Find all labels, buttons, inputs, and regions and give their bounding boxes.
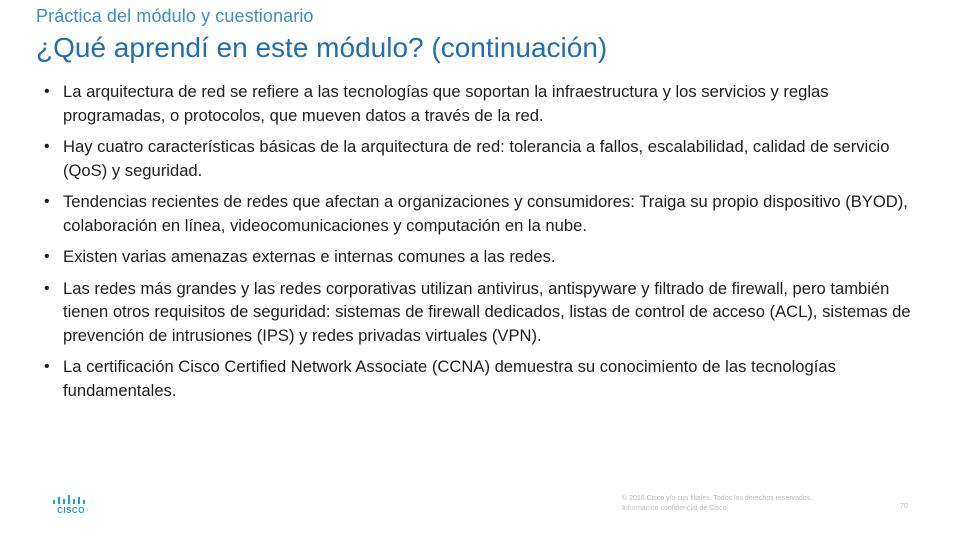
bullet-glyph: • [44,358,50,375]
slide-subtitle: Práctica del módulo y cuestionario [36,6,314,26]
bullet-glyph: • [44,83,50,100]
footer-confidential: Información confidencial de Cisco [622,505,727,512]
bullet-glyph: • [44,248,50,265]
bullet-glyph: • [44,138,50,155]
bullet-text: La certificación Cisco Certified Network Associate (CCNA) demuestra su conocimiento de las tecnologías fundamentales. [63,357,836,400]
cisco-bridge-icon [50,494,92,506]
bullet-text: Existen varias amenazas externas e internas comunes a las redes. [63,247,556,266]
bullet-item [40,277,920,348]
bullet-glyph: • [44,279,50,297]
bullet-item [40,135,920,182]
bullet-text: Las redes más grandes y las redes corporativas utilizan antivirus, antispyware y filtrado de firewall, pero también tienen otros requisitos de seguridad: sistemas de firewall dedicados, listas de control de acceso (ACL), sistemas de prevención de intrusiones (IPS) y redes privadas virtuales (VPN). [63,278,911,345]
bullet-list [40,80,920,410]
bullet-text: Hay cuatro características básicas de la arquitectura de red: tolerancia a fallos, escalabilidad, calidad de servicio (QoS) y seguridad. [63,137,890,180]
page-number: 70 [900,503,908,510]
footer-legal [622,494,882,514]
cisco-logo-text: CISCO [57,506,85,515]
bullet-item [40,190,920,237]
footer-copyright: © 2016 Cisco y/o sus filiales. Todos los derechos reservados. [622,495,813,502]
cisco-logo [50,494,92,518]
bullet-item [40,245,920,269]
bullet-glyph: • [44,193,50,210]
bullet-item [40,80,920,127]
bullet-text: Tendencias recientes de redes que afectan a organizaciones y consumidores: Traiga su propio dispositivo (BYOD), colaboración en línea, videocomunicaciones y computación en la nube. [63,192,908,235]
bullet-text: La arquitectura de red se refiere a las tecnologías que soportan la infraestructura y los servicios y reglas programadas, o protocolos, que mueven datos a través de la red. [63,82,829,125]
bullet-item [40,355,920,402]
slide-title: ¿Qué aprendí en este módulo? (continuación) [36,32,608,63]
